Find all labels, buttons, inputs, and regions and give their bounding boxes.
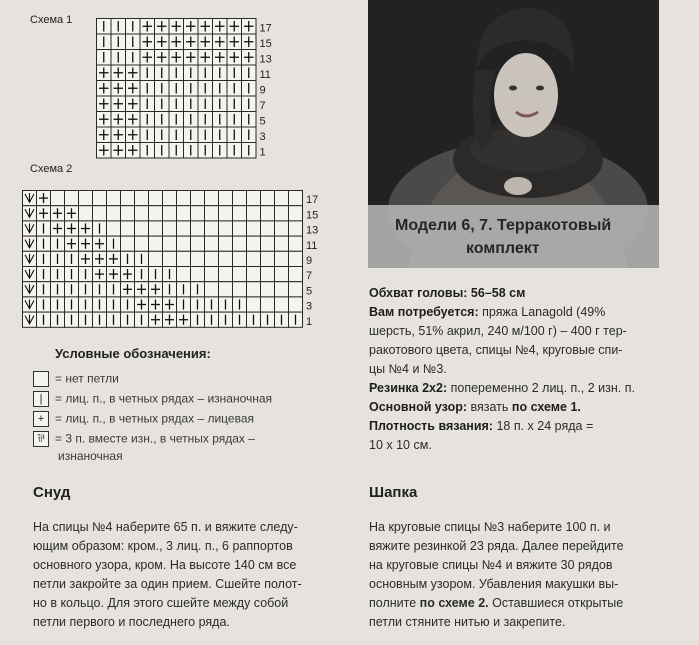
- chart-cell: [289, 267, 303, 282]
- scheme1-title: Схема 1: [30, 14, 73, 26]
- chart-cell: [163, 221, 177, 236]
- row-number-label: 7: [259, 100, 266, 112]
- row-number-label: 17: [306, 194, 319, 207]
- row-number-label: 1: [306, 315, 313, 328]
- chart-cell: [177, 267, 191, 282]
- chart-cell: [247, 282, 261, 297]
- chart-cell: [219, 191, 233, 206]
- text-line: На круговые спицы №3 наберите 100 п. и: [369, 520, 611, 534]
- chart-cell: [121, 191, 135, 206]
- snood-text: [33, 518, 302, 632]
- chart-cell: [121, 221, 135, 236]
- chart-cell: [275, 251, 289, 266]
- chart-cell: [149, 251, 163, 266]
- row-number-label: 1: [259, 146, 266, 159]
- chart-cell: [205, 206, 219, 221]
- hat-title: Шапка: [369, 484, 418, 501]
- density-line2: 10 х 10 см.: [369, 438, 432, 452]
- chart-cell: [275, 191, 289, 206]
- chart-cell: [205, 267, 219, 282]
- chart-cell: [289, 236, 303, 251]
- density: [369, 419, 593, 433]
- chart-cell: [289, 206, 303, 221]
- knit-plus-icon: +: [33, 411, 49, 427]
- row-number-label: 11: [259, 69, 271, 81]
- chart-cell: [275, 297, 289, 312]
- knit-stitch-icon: |: [33, 391, 49, 407]
- chart-cell: [177, 206, 191, 221]
- density-label: Плотность вязания:: [369, 419, 493, 433]
- text-line: основным узором. Убавления макушки вы-: [369, 577, 619, 591]
- chart-cell: [135, 206, 149, 221]
- row-number-label: 15: [306, 209, 319, 222]
- chart-cell: [149, 206, 163, 221]
- text-line: [369, 594, 624, 613]
- chart-cell: [233, 191, 247, 206]
- row-number-label: 7: [306, 270, 313, 283]
- chart-cell: [177, 236, 191, 251]
- chart-cell: [289, 282, 303, 297]
- text-line: шерсть, 51% акрил, 240 м/100 г) – 400 г тер-: [369, 324, 627, 338]
- snood-title: Снуд: [33, 484, 71, 501]
- chart-cell: [205, 221, 219, 236]
- chart-cell: [149, 191, 163, 206]
- chart-cell: [149, 221, 163, 236]
- chart-cell: [247, 191, 261, 206]
- chart-cell: [177, 191, 191, 206]
- chart-cell: [121, 236, 135, 251]
- row-number-label: 11: [306, 239, 318, 252]
- text-line: ракотового цвета, спицы №4, круговые спи-: [369, 343, 623, 357]
- photo-caption: [368, 205, 659, 268]
- text-line: на круговые спицы №4 и вяжите 30 рядов: [369, 558, 613, 572]
- head-size: [369, 286, 525, 300]
- chart-cell: [275, 267, 289, 282]
- rib-text: попеременно 2 лиц. п., 2 изн. п.: [450, 381, 635, 395]
- density-text: 18 п. х 24 ряда =: [496, 419, 594, 433]
- chart-cell: [191, 221, 205, 236]
- text-fragment: полните: [369, 596, 417, 610]
- chart-cell: [247, 251, 261, 266]
- text-line: основного узора, кром. На высоте 140 см все: [33, 558, 297, 572]
- chart-cell: [261, 206, 275, 221]
- chart-cell: [261, 297, 275, 312]
- scheme2-title: Схема 2: [30, 163, 73, 175]
- chart-cell: [163, 236, 177, 251]
- chart-cell: [261, 221, 275, 236]
- chart-cell: [247, 221, 261, 236]
- legend-text: = 3 п. вместе изн., в четных рядах –: [55, 431, 255, 446]
- rib-pattern: [369, 381, 635, 395]
- chart-cell: [191, 251, 205, 266]
- chart-cell: [289, 251, 303, 266]
- chart-cell: [135, 236, 149, 251]
- chart-cell: [289, 191, 303, 206]
- chart-cell: [93, 191, 107, 206]
- text-bold: по схеме 2.: [419, 596, 489, 610]
- materials-label: Вам потребуется:: [369, 305, 479, 319]
- chart-cell: [247, 236, 261, 251]
- empty-cell-icon: [33, 371, 49, 387]
- chart-cell: [219, 236, 233, 251]
- chart-cell: [219, 282, 233, 297]
- scheme1-grid: [96, 18, 276, 163]
- row-number-label: 3: [259, 131, 266, 143]
- chart-cell: [275, 206, 289, 221]
- chart-cell: [219, 206, 233, 221]
- chart-cell: [135, 191, 149, 206]
- chart-cell: [205, 282, 219, 297]
- chart-cell: [177, 251, 191, 266]
- text-line: На спицы №4 наберите 65 п. и вяжите следу-: [33, 520, 298, 534]
- chart-cell: [205, 251, 219, 266]
- chart-cell: [65, 191, 79, 206]
- chart-cell: [107, 206, 121, 221]
- chart-cell: [79, 191, 93, 206]
- chart-cell: [275, 282, 289, 297]
- text-line: цы №4 и №3.: [369, 362, 447, 376]
- legend-item-knit: [33, 391, 272, 407]
- row-number-label: 15: [259, 38, 272, 50]
- chart-cell: [107, 221, 121, 236]
- text-line: петли закройте за один прием. Сшейте полот-: [33, 577, 302, 591]
- caption-line1: Модели 6, 7. Терракотовый: [395, 217, 612, 234]
- chart-cell: [191, 236, 205, 251]
- chart-cell: [275, 221, 289, 236]
- row-number-label: 3: [306, 300, 313, 313]
- chart-cell: [191, 267, 205, 282]
- chart-cell: [121, 206, 135, 221]
- chart-cell: [219, 251, 233, 266]
- chart-cell: [289, 297, 303, 312]
- text-line: петли стяните нитью и закрепите.: [369, 615, 566, 629]
- legend-text: = лиц. п., в четных рядах – лицевая: [55, 411, 254, 426]
- text-line: ющим образом: кром., 3 лиц. п., 6 раппортов: [33, 539, 293, 553]
- row-number-label: 5: [259, 115, 266, 128]
- main-pattern: [369, 400, 581, 414]
- legend-item-knit-even: [33, 411, 254, 427]
- chart-cell: [261, 236, 275, 251]
- legend-title: Условные обозначения:: [55, 346, 211, 361]
- chart-cell: [149, 236, 163, 251]
- chart-cell: [233, 206, 247, 221]
- scheme2-grid: [22, 190, 332, 335]
- materials: [369, 305, 605, 319]
- text-line: петли первого и последнего ряда.: [33, 615, 230, 629]
- row-number-label: 17: [259, 22, 272, 35]
- chart-cell: [191, 191, 205, 206]
- chart-cell: [233, 251, 247, 266]
- chart-cell: [107, 191, 121, 206]
- chart-cell: [247, 206, 261, 221]
- text-fragment: Оставшиеся открытые: [492, 596, 624, 610]
- chart-cell: [205, 191, 219, 206]
- chart-cell: [275, 236, 289, 251]
- hat-text: [369, 518, 624, 632]
- chart-cell: [233, 221, 247, 236]
- legend-continuation: изнаночная: [58, 449, 123, 463]
- chart-cell: [233, 267, 247, 282]
- decrease-3-icon: ⅌: [33, 431, 49, 447]
- chart-cell: [177, 221, 191, 236]
- chart-cell: [135, 221, 149, 236]
- chart-cell: [233, 282, 247, 297]
- legend-item-empty: [33, 371, 119, 387]
- chart-cell: [191, 206, 205, 221]
- text-line: вяжите резинкой 23 ряда. Далее перейдите: [369, 539, 624, 553]
- main-label: Основной узор:: [369, 400, 468, 414]
- model-photo: [368, 0, 659, 268]
- chart-cell: [163, 251, 177, 266]
- text-line: но в кольцо. Для этого сшейте между собой: [33, 596, 289, 610]
- chart-cell: [233, 236, 247, 251]
- chart-cell: [247, 297, 261, 312]
- chart-cell: [219, 221, 233, 236]
- chart-cell: [93, 206, 107, 221]
- legend-text: = лиц. п., в четных рядах – изнаночная: [55, 391, 273, 406]
- chart-cell: [163, 191, 177, 206]
- row-number-label: 9: [259, 84, 266, 97]
- row-number-label: 13: [259, 53, 272, 66]
- chart-cell: [79, 206, 93, 221]
- chart-cell: [261, 267, 275, 282]
- main-bold: по схеме 1.: [511, 400, 581, 414]
- chart-cell: [205, 236, 219, 251]
- row-number-label: 13: [306, 224, 319, 237]
- row-number-label: 5: [306, 285, 313, 298]
- caption-line2: комплект: [466, 240, 540, 257]
- chart-cell: [289, 221, 303, 236]
- legend-text: = нет петли: [55, 371, 119, 386]
- chart-cell: [247, 267, 261, 282]
- materials-text: пряжа Lanagold (49%: [482, 305, 606, 319]
- head-size-label: Обхват головы: 56–58 см: [369, 286, 526, 300]
- chart-cell: [261, 191, 275, 206]
- chart-cell: [261, 251, 275, 266]
- legend-item-decrease: [33, 431, 255, 447]
- chart-cell: [51, 191, 65, 206]
- chart-cell: [261, 282, 275, 297]
- rib-label: Резинка 2х2:: [369, 381, 448, 395]
- chart-cell: [219, 267, 233, 282]
- main-text: вязать: [470, 400, 509, 414]
- chart-cell: [163, 206, 177, 221]
- row-number-label: 9: [306, 255, 313, 267]
